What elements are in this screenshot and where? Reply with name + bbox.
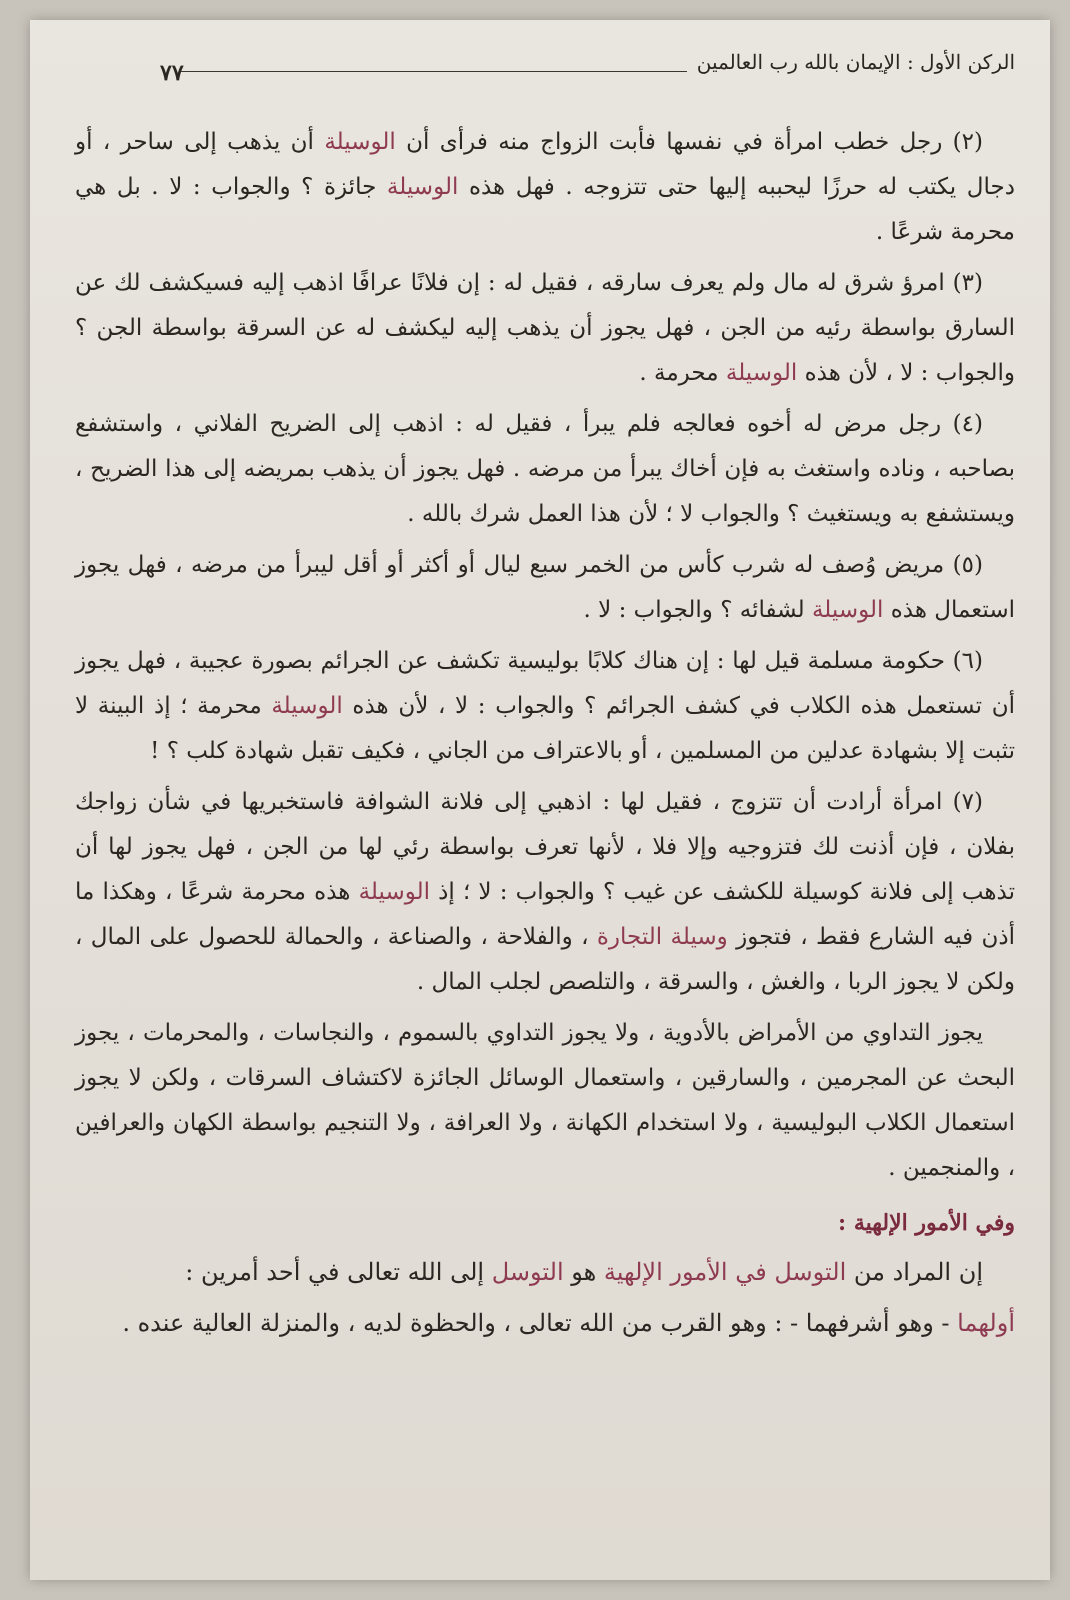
paragraph-number: (٦) xyxy=(944,648,983,674)
text-run: جائزة ؟ والجواب : لا . بل هي محرمة شرعًا . xyxy=(75,174,1015,245)
paragraph-number: (٧) xyxy=(942,789,983,815)
paragraph-number: (٥) xyxy=(944,552,983,578)
numbered-paragraph xyxy=(75,639,1015,774)
text-run: هو xyxy=(563,1258,604,1286)
highlighted-term: التوسل في الأمور الإلهية xyxy=(603,1258,847,1286)
text-run: ، والفلاحة ، والصناعة ، والحمالة للحصول على المال ، ولكن لا يجوز الربا ، والغش ، والسرقة ، والتلصص لجلب المال . xyxy=(75,924,1015,995)
highlighted-term: وسيلة التجارة xyxy=(596,924,728,950)
page-number: ٧٧ xyxy=(160,60,184,86)
running-title: الركن الأول : الإيمان بالله رب العالمين xyxy=(696,50,1015,74)
highlighted-term: التوسل xyxy=(491,1258,564,1286)
section-heading: وفي الأمور الإلهية : xyxy=(838,1210,1015,1236)
text-run: رجل خطب امرأة في نفسها فأبت الزواج منه فرأى أن xyxy=(395,129,943,155)
text-run: محرمة ؛ إذ البينة لا تثبت إلا بشهادة عدلين من المسلمين ، أو بالاعتراف من الجاني ، فكيف تقبل شهادة كلب ؟ ! xyxy=(75,693,1015,764)
text-run: رجل مرض له أخوه فعالجه فلم يبرأ ، فقيل له : اذهب إلى الضريح الفلاني ، واستشفع بصاحبه ، وناده واستغث به فإن أخاك يبرأ من مرضه . فهل يجوز أن يذهب بمريضه إلى هذا الضريح ، ويستشفع به ويستغيث ؟ والجواب لا ؛ لأن هذا العمل شرك بالله . xyxy=(75,411,1015,527)
header-rule xyxy=(180,71,687,72)
paragraph-number: (٣) xyxy=(944,270,983,296)
text-run: - وهو أشرفهما - : وهو القرب من الله تعالى ، والحظوة لديه ، والمنزلة العالية عنده . xyxy=(122,1309,958,1337)
paragraph-number: (٢) xyxy=(942,129,983,155)
body-text xyxy=(75,120,1015,1352)
numbered-paragraph xyxy=(75,780,1015,1005)
paragraph-10 xyxy=(75,1301,1015,1346)
numbered-paragraph xyxy=(75,261,1015,396)
highlighted-term: أولهما xyxy=(957,1309,1015,1337)
text-run: أن يذهب إلى ساحر ، أو دجال يكتب له حرزًا ليحببه إليها حتى تتزوجه . فهل هذه xyxy=(75,129,1015,200)
text-run: إن المراد من xyxy=(846,1258,983,1286)
numbered-paragraph xyxy=(75,543,1015,633)
highlighted-term: الوسيلة xyxy=(271,693,343,719)
paragraph-number: (٤) xyxy=(941,411,983,437)
text-run: محرمة . xyxy=(639,360,726,386)
book-page xyxy=(30,20,1050,1580)
numbered-paragraph xyxy=(75,120,1015,255)
text-run: مريض وُصف له شرب كأس من الخمر سبع ليال أو أكثر أو أقل ليبرأ من مرضه ، فهل يجوز استعمال هذه xyxy=(75,552,1015,623)
highlighted-term: الوسيلة xyxy=(386,174,459,200)
text-run: هذه محرمة شرعًا ، وهكذا ما أذن فيه الشارع فقط ، فتجوز xyxy=(75,879,1015,950)
paragraph-9 xyxy=(75,1250,1015,1295)
numbered-paragraphs xyxy=(75,120,1015,1005)
paragraph-8: يجوز التداوي من الأمراض بالأدوية ، ولا يجوز التداوي بالسموم ، والنجاسات ، والمحرمات ، يجوز البحث عن المجرمين ، والسارقين ، واستعمال الوسائل الجائزة لاكتشاف السرقات ، ولكن لا يجوز استعمال الكلاب البوليسية ، ولا استخدام الكهانة ، ولا العرافة ، ولا التنجيم بواسطة الكهان والعرافين ، والمنجمين . xyxy=(75,1020,1015,1181)
highlighted-term: الوسيلة xyxy=(324,129,396,155)
text-run: حكومة مسلمة قيل لها : إن هناك كلابًا بوليسية تكشف عن الجرائم بصورة عجيبة ، فهل يجوز أن تستعمل هذه الكلاب في كشف الجرائم ؟ والجواب : لا ، لأن هذه xyxy=(75,648,1015,719)
text-run: امرؤ شرق له مال ولم يعرف سارقه ، فقيل له : إن فلانًا عرافًا اذهب إليه فسيكشف لك عن السارق بواسطة رئيه من الجن ، فهل يجوز أن يذهب إليه ليكشف له عن السرقة بواسطة الجن ؟ والجواب : لا ، لأن هذه xyxy=(75,270,1015,386)
numbered-paragraph xyxy=(75,402,1015,537)
highlighted-term: الوسيلة xyxy=(725,360,798,386)
highlighted-term: الوسيلة xyxy=(358,879,430,905)
text-run: امرأة أرادت أن تتزوج ، فقيل لها : اذهبي إلى فلانة الشوافة فاستخبريها في شأن زواجك بفلان ، فإن أذنت لك فتزوجيه وإلا فلا ، لأنها تعرف بواسطة رئي لها من الجن ، فهل يجوز لها أن تذهب إلى فلانة كوسيلة للكشف عن غيب ؟ والجواب : لا ؛ إذ xyxy=(75,789,1015,905)
text-run: لشفائه ؟ والجواب : لا . xyxy=(583,597,812,623)
text-run: إلى الله تعالى في أحد أمرين : xyxy=(185,1258,492,1286)
running-head xyxy=(180,50,1015,74)
highlighted-term: الوسيلة xyxy=(811,597,884,623)
